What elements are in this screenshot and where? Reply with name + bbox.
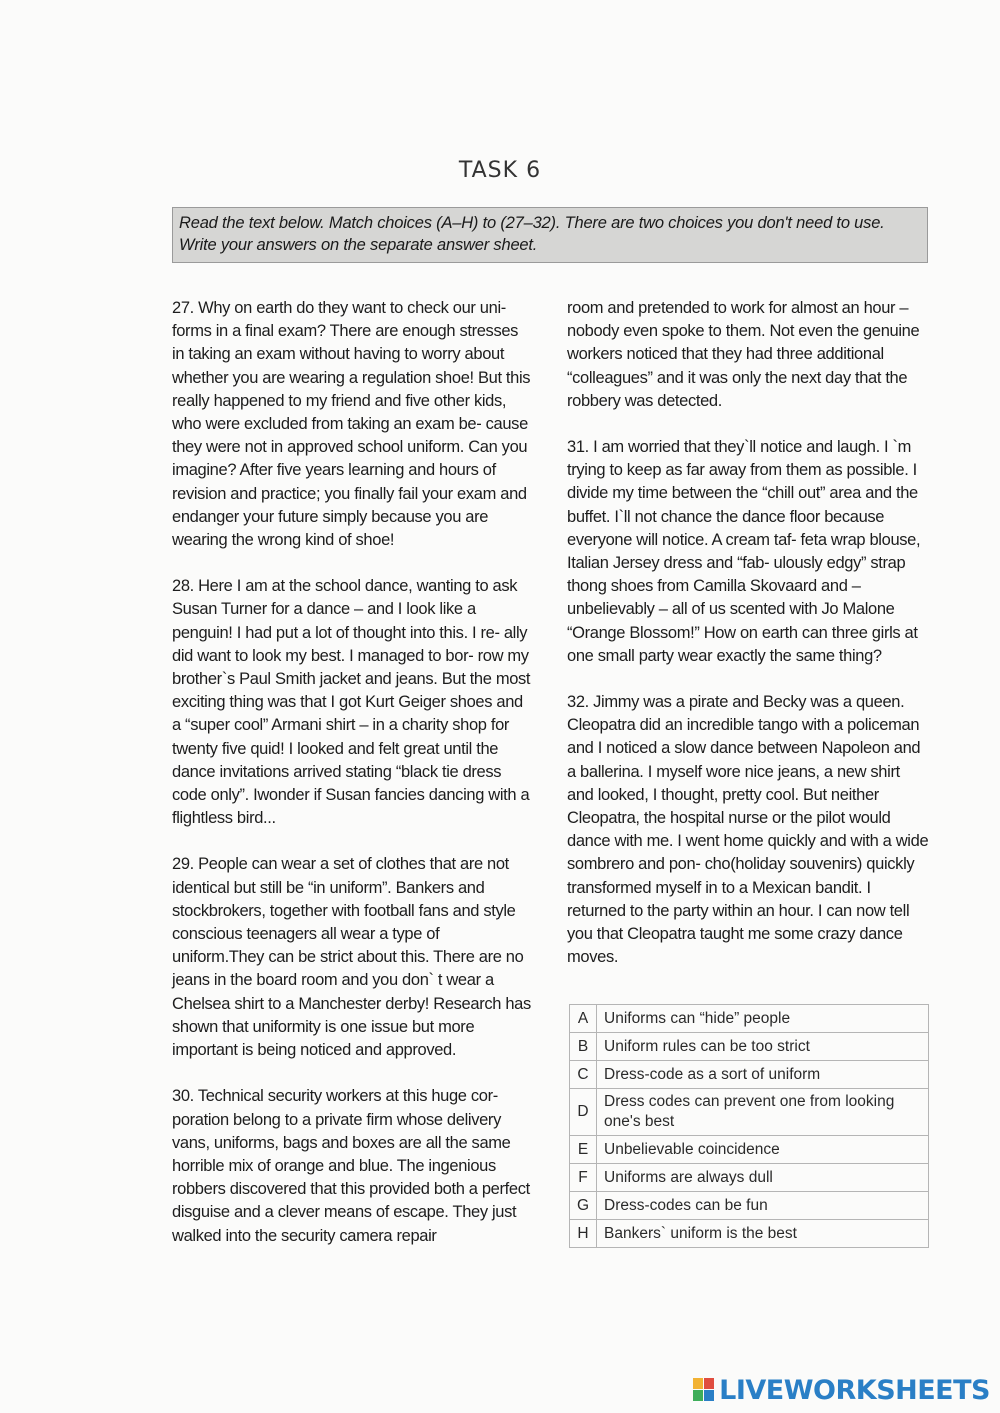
task-title: TASK 6 bbox=[458, 158, 542, 183]
choice-row bbox=[570, 1136, 929, 1164]
choice-letter: D bbox=[570, 1089, 597, 1136]
instruction-line-2: Write your answers on the separate answer sheet. bbox=[179, 236, 538, 254]
choice-text: Dress codes can prevent one from looking one's best bbox=[597, 1089, 929, 1136]
choice-letter: H bbox=[570, 1220, 597, 1248]
left-column bbox=[172, 297, 532, 1248]
choice-text: Uniform rules can be too strict bbox=[597, 1033, 929, 1061]
liveworksheets-logo-text: LIVEWORKSHEETS bbox=[719, 1374, 990, 1406]
paragraph-29: 29. People can wear a set of clothes that are not identical but still be “in uniform”. Bankers and stockbrokers, together with football fans and style conscious teenagers all wear a type of uniform.They can be strict about this. There are no jeans in the board room and you don` t wear a Chelsea shirt to a Manchester derby! Research has shown that uniformity is one issue but more important is being noticed and approved. bbox=[172, 855, 531, 1060]
choice-letter: C bbox=[570, 1061, 597, 1089]
choice-row bbox=[570, 1005, 929, 1033]
choice-text: Bankers` uniform is the best bbox=[597, 1220, 929, 1248]
choice-row bbox=[570, 1192, 929, 1220]
choice-letter: F bbox=[570, 1164, 597, 1192]
paragraph-28: 28. Here I am at the school dance, wanting to ask Susan Turner for a dance – and I look like a penguin! I had put a lot of thought into this. I re- ally did want to look my best. I managed to bor- row my brother`s Paul Smith jacket and jeans. But the most exciting thing was that I got Kurt Geiger shoes and a “super cool” Armani shirt – in a charity shop for twenty five quid! I looked and felt great until the dance invitations arrived stating “black tie dress code only”. Iwonder if Susan fancies dancing with a flightless bird... bbox=[172, 577, 531, 828]
choice-text: Dress-code as a sort of uniform bbox=[597, 1061, 929, 1089]
choice-letter: A bbox=[570, 1005, 597, 1033]
paragraph-30-end: room and pretended to work for almost an hour – nobody even spoke to them. Not even the genuine workers noticed that they had three additional “colleagues” and it was only the next day that the robbery was detected. bbox=[567, 299, 920, 410]
choice-letter: B bbox=[570, 1033, 597, 1061]
choice-letter: G bbox=[570, 1192, 597, 1220]
choice-text: Uniforms are always dull bbox=[597, 1164, 929, 1192]
choice-text: Uniforms can “hide” people bbox=[597, 1005, 929, 1033]
choice-row bbox=[570, 1089, 929, 1136]
choice-text: Unbelievable coincidence bbox=[597, 1136, 929, 1164]
choice-text: Dress-codes can be fun bbox=[597, 1192, 929, 1220]
choices-table bbox=[569, 1004, 929, 1248]
liveworksheets-logo[interactable] bbox=[693, 1375, 990, 1405]
paragraph-27: 27. Why on earth do they want to check our uni- forms in a final exam? There are enough stresses in taking an exam without having to worry about whether you are wearing a regulation shoe! But this really happened to my friend and five other kids, who were excluded from taking an exam be- cause they were not in approved school uniform. Can you imagine? After five years learning and hours of revision and practice; you finally fail your exam and endanger your future simply because you are wearing the wrong kind of shoe! bbox=[172, 299, 531, 550]
liveworksheets-logo-icon bbox=[693, 1378, 715, 1402]
instruction-box bbox=[172, 207, 928, 263]
right-column bbox=[567, 297, 929, 969]
choice-row bbox=[570, 1220, 929, 1248]
choice-row bbox=[570, 1164, 929, 1192]
choice-row bbox=[570, 1033, 929, 1061]
choice-letter: E bbox=[570, 1136, 597, 1164]
paragraph-31: 31. I am worried that they`ll notice and laugh. I `m trying to keep as far away from them as possible. I divide my time between the “chill out” area and the buffet. I`ll not chance the dance floor because everyone will notice. A cream taf- feta wrap blouse, Italian Jersey dress and “fab- ulously edgy” strap thong shoes from Camilla Skovaard and – unbelievably – all of us scented with Jo Malone “Orange Blossom!” How on earth can three girls at one small party wear exactly the same thing? bbox=[567, 438, 921, 665]
instruction-line-1: Read the text below. Match choices (A–H) to (27–32). There are two choices you don't need to use. bbox=[179, 214, 885, 232]
paragraph-30-start: 30. Technical security workers at this huge cor- poration belong to a private firm whose delivery vans, uniforms, bags and boxes are all the same horrible mix of orange and blue. The ingenious robbers discovered that this provided both a perfect disguise and a clever means of escape. They just walked into the security camera repair bbox=[172, 1087, 530, 1245]
choice-row bbox=[570, 1061, 929, 1089]
paragraph-32: 32. Jimmy was a pirate and Becky was a queen. Cleopatra did an incredible tango with a policeman and I noticed a slow dance between Napoleon and a ballerina. I myself wore nice jeans, a new shirt and looked, I thought, pretty cool. But neither Cleopatra, the hospital nurse or the pilot would dance with me. I went home quickly and with a wide sombrero and pon- cho(holiday souvenirs) quickly transformed myself in to a Mexican bandit. I returned to the party within an hour. I can now tell you that Cleopatra taught me some crazy dance moves. bbox=[567, 693, 929, 967]
